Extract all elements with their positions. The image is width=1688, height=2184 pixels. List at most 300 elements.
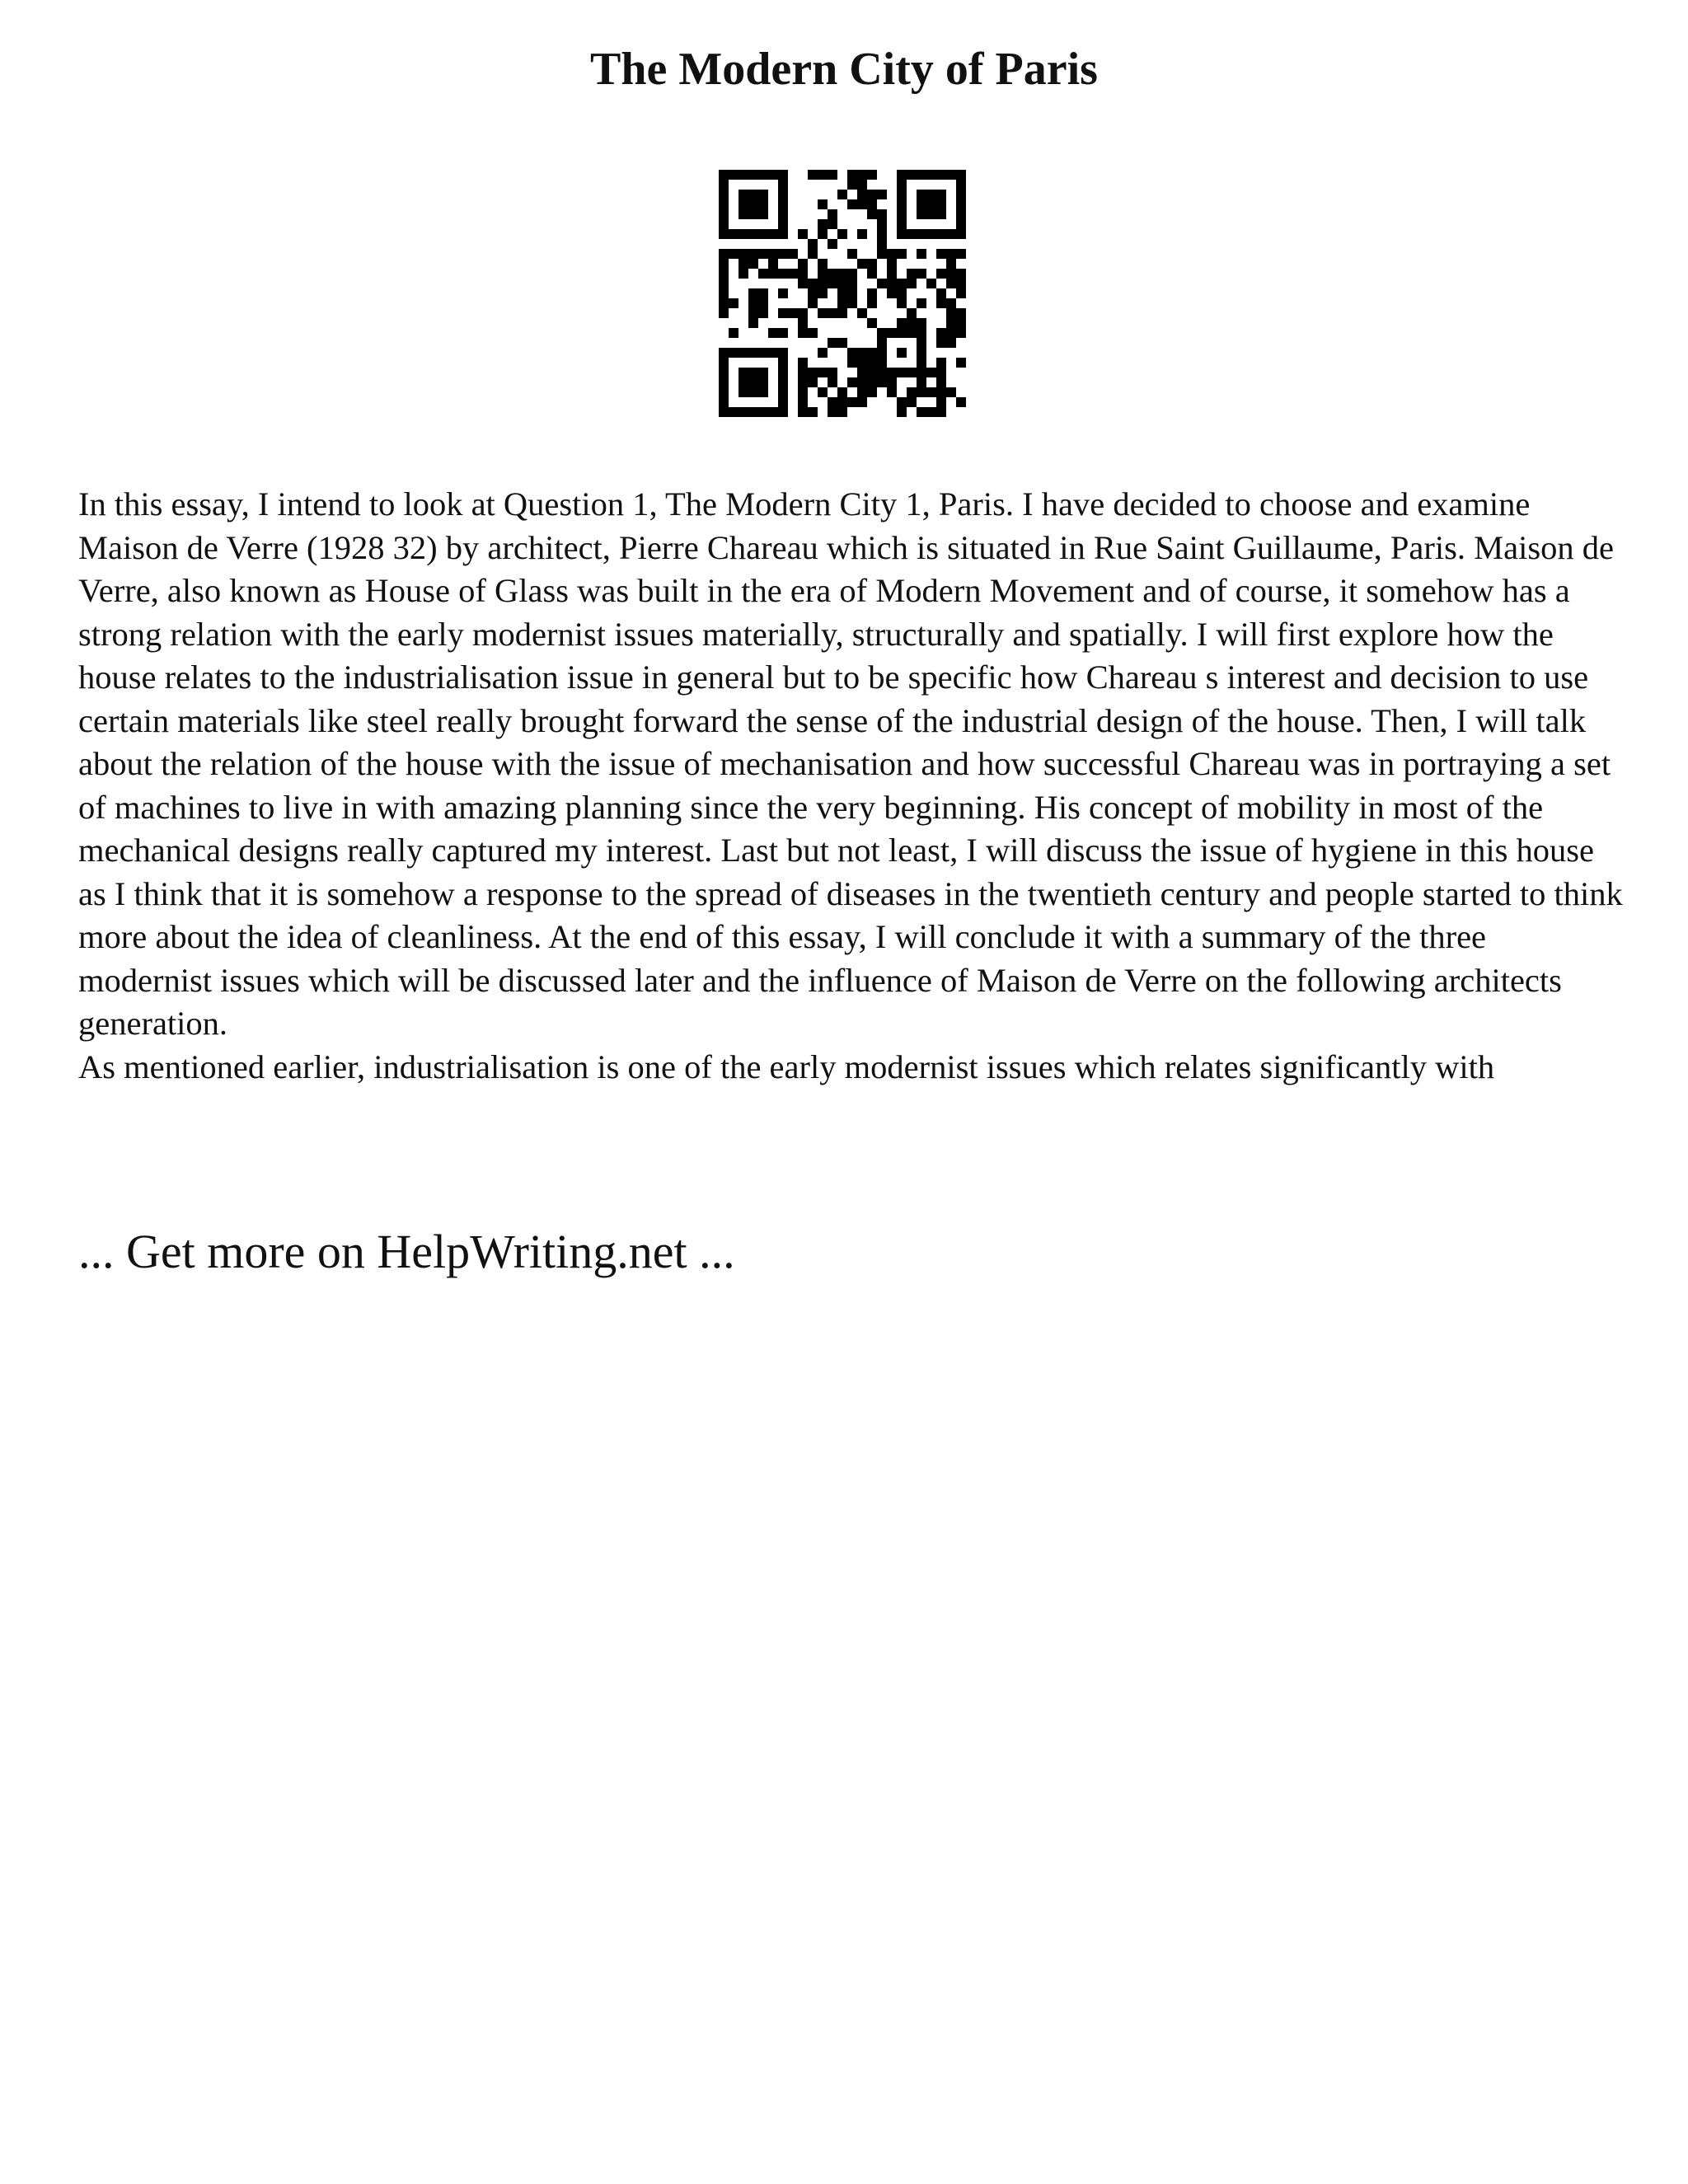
- qr-module: [847, 348, 857, 358]
- qr-module: [936, 387, 946, 397]
- qr-module: [719, 259, 729, 269]
- qr-module: [808, 279, 818, 288]
- qr-module: [719, 377, 729, 387]
- qr-module: [828, 368, 837, 377]
- qr-module: [758, 298, 768, 308]
- qr-module: [847, 269, 857, 279]
- qr-module: [818, 199, 828, 209]
- qr-module: [946, 269, 956, 279]
- qr-module: [818, 288, 828, 298]
- qr-module: [798, 308, 808, 318]
- qr-module: [936, 249, 946, 259]
- qr-module: [936, 407, 946, 417]
- qr-module: [758, 407, 768, 417]
- qr-module: [719, 348, 729, 358]
- qr-module: [748, 298, 758, 308]
- qr-module: [867, 199, 877, 209]
- qr-module: [748, 348, 758, 358]
- qr-module: [738, 190, 748, 199]
- qr-module: [907, 308, 917, 318]
- qr-module: [798, 387, 808, 397]
- qr-module: [798, 358, 808, 368]
- qr-module: [719, 279, 729, 288]
- qr-module: [719, 209, 729, 219]
- qr-module: [837, 407, 847, 417]
- qr-module: [857, 397, 867, 407]
- qr-module: [897, 348, 907, 358]
- qr-module: [877, 190, 887, 199]
- qr-module: [946, 298, 956, 308]
- qr-module: [828, 219, 837, 229]
- qr-module: [907, 387, 917, 397]
- qr-module: [808, 288, 818, 298]
- qr-module: [897, 190, 907, 199]
- qr-module: [748, 170, 758, 180]
- qr-module: [917, 368, 926, 377]
- qr-module: [847, 298, 857, 308]
- qr-module: [897, 170, 907, 180]
- qr-module: [837, 279, 847, 288]
- qr-module: [956, 318, 966, 328]
- qr-module: [857, 368, 867, 377]
- qr-module: [748, 387, 758, 397]
- qr-module: [738, 387, 748, 397]
- qr-module: [818, 229, 828, 239]
- qr-module: [936, 328, 946, 338]
- qr-module: [867, 269, 877, 279]
- qr-module: [758, 199, 768, 209]
- qr-module: [719, 180, 729, 190]
- qr-module: [808, 298, 818, 308]
- qr-module: [887, 368, 897, 377]
- qr-module: [758, 368, 768, 377]
- qr-module: [936, 358, 946, 368]
- qr-module: [748, 229, 758, 239]
- qr-module: [847, 180, 857, 190]
- qr-module: [877, 377, 887, 387]
- qr-module: [758, 308, 768, 318]
- qr-module: [897, 219, 907, 229]
- essay-body: [78, 483, 1628, 1089]
- qr-module: [847, 279, 857, 288]
- qr-module: [917, 190, 926, 199]
- qr-module: [828, 209, 837, 219]
- qr-module: [788, 249, 798, 259]
- qr-module: [956, 279, 966, 288]
- qr-module: [778, 387, 788, 397]
- qr-module: [946, 318, 956, 328]
- qr-module: [857, 199, 867, 209]
- qr-module: [818, 348, 828, 358]
- qr-module: [778, 190, 788, 199]
- qr-module: [926, 387, 936, 397]
- qr-module: [907, 328, 917, 338]
- qr-module: [877, 249, 887, 259]
- qr-module: [719, 190, 729, 199]
- qr-module: [778, 180, 788, 190]
- qr-module: [877, 348, 887, 358]
- qr-module: [778, 377, 788, 387]
- qr-module: [837, 338, 847, 348]
- qr-module: [877, 279, 887, 288]
- qr-module: [956, 358, 966, 368]
- essay-paragraph-second: As mentioned earlier, industrialisation is one of the early modernist issues which relates significantly with: [78, 1047, 1495, 1085]
- qr-module: [867, 288, 877, 298]
- qr-module: [897, 397, 907, 407]
- qr-module: [729, 407, 738, 417]
- qr-module: [818, 219, 828, 229]
- qr-module: [946, 387, 956, 397]
- qr-module: [847, 377, 857, 387]
- qr-module: [798, 259, 808, 269]
- qr-module: [887, 387, 897, 397]
- qr-module: [818, 170, 828, 180]
- qr-module: [907, 170, 917, 180]
- qr-module: [926, 209, 936, 219]
- qr-module: [926, 279, 936, 288]
- qr-module: [729, 298, 738, 308]
- qr-module: [778, 269, 788, 279]
- qr-module: [907, 269, 917, 279]
- qr-module: [897, 288, 907, 298]
- qr-module: [917, 199, 926, 209]
- qr-module: [897, 249, 907, 259]
- qr-module: [887, 377, 897, 387]
- qr-module: [798, 328, 808, 338]
- qr-module: [768, 170, 778, 180]
- qr-module: [926, 407, 936, 417]
- qr-module: [748, 259, 758, 269]
- qr-module: [936, 190, 946, 199]
- qr-module: [897, 180, 907, 190]
- qr-module: [778, 249, 788, 259]
- qr-module: [887, 279, 897, 288]
- qr-module: [729, 249, 738, 259]
- qr-module: [956, 328, 966, 338]
- qr-module: [748, 209, 758, 219]
- qr-module: [818, 279, 828, 288]
- qr-module: [897, 229, 907, 239]
- qr-module: [857, 387, 867, 397]
- qr-module: [758, 348, 768, 358]
- qr-module: [828, 170, 837, 180]
- qr-module: [887, 288, 897, 298]
- qr-module: [738, 269, 748, 279]
- qr-module: [758, 269, 768, 279]
- qr-module: [917, 318, 926, 328]
- qr-module: [808, 170, 818, 180]
- qr-module: [946, 259, 956, 269]
- qr-module: [867, 170, 877, 180]
- qr-module: [956, 219, 966, 229]
- qr-module: [857, 308, 867, 318]
- qr-module: [847, 358, 857, 368]
- qr-module: [798, 229, 808, 239]
- qr-module: [837, 387, 847, 397]
- qr-module: [729, 229, 738, 239]
- qr-module: [917, 338, 926, 348]
- qr-module: [946, 279, 956, 288]
- qr-module: [798, 279, 808, 288]
- qr-module: [917, 249, 926, 259]
- qr-module: [828, 397, 837, 407]
- qr-module: [719, 170, 729, 180]
- qr-module: [719, 397, 729, 407]
- qr-module: [917, 387, 926, 397]
- qr-module: [788, 308, 798, 318]
- qr-module: [798, 377, 808, 387]
- qr-module: [936, 377, 946, 387]
- qr-module: [956, 249, 966, 259]
- qr-module: [778, 407, 788, 417]
- qr-module: [837, 298, 847, 308]
- qr-module: [778, 229, 788, 239]
- qr-code-icon[interactable]: [719, 170, 966, 417]
- qr-module: [778, 397, 788, 407]
- qr-module: [719, 269, 729, 279]
- qr-module: [798, 269, 808, 279]
- qr-module: [837, 397, 847, 407]
- qr-module: [828, 338, 837, 348]
- qr-module: [877, 229, 887, 239]
- qr-module: [818, 259, 828, 269]
- qr-module: [818, 308, 828, 318]
- qr-module: [926, 199, 936, 209]
- qr-module: [936, 288, 946, 298]
- qr-module: [926, 190, 936, 199]
- qr-module: [936, 229, 946, 239]
- qr-module: [897, 328, 907, 338]
- qr-module: [867, 358, 877, 368]
- qr-module: [867, 190, 877, 199]
- qr-module: [926, 229, 936, 239]
- qr-module: [956, 180, 966, 190]
- qr-module: [867, 377, 877, 387]
- qr-module: [719, 298, 729, 308]
- qr-module: [917, 269, 926, 279]
- qr-module: [778, 288, 788, 298]
- qr-module: [897, 279, 907, 288]
- qr-module: [917, 328, 926, 338]
- qr-module: [778, 328, 788, 338]
- qr-module: [748, 318, 758, 328]
- qr-module: [778, 199, 788, 209]
- qr-module: [719, 249, 729, 259]
- essay-paragraph-intro: In this essay, I intend to look at Question 1, The Modern City 1, Paris. I have decided to choose and examine Maison de Verre (1928 32) by architect, Pierre Chareau which is situated in Rue Saint Guillaume, Paris. Maison de Verre, also known as House of Glass was built in the era of Modern Movement and of course, it somehow has a strong relation with the early modernist issues materially, structurally and spatially. I will first explore how the house relates to the industrialisation issue in general but to be specific how Chareau s interest and decision to use certain materials like steel really brought forward the sense of the industrial design of the house. Then, I will talk about the relation of the house with the issue of mechanisation and how successful Chareau was in portraying a set of machines to live in with amazing planning since the very beginning. His concept of mobility in most of the mechanical designs really captured my interest. Last but not least, I will discuss the issue of hygiene in this house as I think that it is somehow a response to the spread of diseases in the twentieth century and people started to think more about the idea of cleanliness. At the end of this essay, I will conclude it with a summary of the three modernist issues which will be discussed later and the influence of Maison de Verre on the following architects generation.: [78, 485, 1623, 1042]
- qr-module: [926, 368, 936, 377]
- qr-module: [877, 239, 887, 249]
- qr-module: [956, 209, 966, 219]
- qr-module: [808, 328, 818, 338]
- qr-module: [768, 269, 778, 279]
- qr-module: [917, 209, 926, 219]
- qr-module: [758, 170, 768, 180]
- qr-module: [768, 249, 778, 259]
- qr-module: [738, 407, 748, 417]
- qr-module: [847, 288, 857, 298]
- qr-module: [748, 249, 758, 259]
- qr-module: [877, 358, 887, 368]
- qr-module: [936, 298, 946, 308]
- qr-module: [847, 170, 857, 180]
- qr-module: [758, 288, 768, 298]
- qr-module: [768, 259, 778, 269]
- qr-module: [857, 190, 867, 199]
- qr-module: [719, 229, 729, 239]
- qr-module: [956, 229, 966, 239]
- qr-module: [867, 259, 877, 269]
- qr-module: [808, 368, 818, 377]
- qr-module: [956, 308, 966, 318]
- page-title: The Modern City of Paris: [590, 44, 1098, 95]
- qr-module: [768, 407, 778, 417]
- qr-module: [828, 279, 837, 288]
- qr-module: [907, 318, 917, 328]
- qr-module: [897, 298, 907, 308]
- qr-module: [867, 387, 877, 397]
- qr-module: [778, 368, 788, 377]
- qr-module: [808, 407, 818, 417]
- qr-module: [857, 348, 867, 358]
- qr-module: [857, 180, 867, 190]
- qr-module: [748, 308, 758, 318]
- qr-module: [917, 298, 926, 308]
- qr-module: [738, 229, 748, 239]
- qr-module: [857, 377, 867, 387]
- qr-module: [828, 269, 837, 279]
- qr-module: [748, 190, 758, 199]
- qr-module: [738, 348, 748, 358]
- qr-module: [818, 269, 828, 279]
- qr-module: [897, 199, 907, 209]
- qr-module: [778, 219, 788, 229]
- qr-module: [877, 368, 887, 377]
- qr-module: [956, 170, 966, 180]
- qr-module: [719, 288, 729, 298]
- qr-module: [778, 358, 788, 368]
- qr-module: [719, 199, 729, 209]
- qr-module: [738, 170, 748, 180]
- qr-module: [828, 308, 837, 318]
- qr-module: [897, 318, 907, 328]
- qr-module: [936, 397, 946, 407]
- qr-module: [956, 269, 966, 279]
- qr-module: [917, 348, 926, 358]
- qr-module: [877, 209, 887, 219]
- qr-module: [877, 338, 887, 348]
- qr-module: [818, 387, 828, 397]
- qr-module: [956, 199, 966, 209]
- qr-module: [847, 249, 857, 259]
- qr-module: [818, 368, 828, 377]
- qr-module: [867, 298, 877, 308]
- qr-module: [857, 229, 867, 239]
- qr-module: [897, 368, 907, 377]
- qr-module: [729, 328, 738, 338]
- qr-module: [936, 338, 946, 348]
- qr-module: [837, 269, 847, 279]
- qr-module: [867, 209, 877, 219]
- qr-module: [857, 259, 867, 269]
- qr-module: [719, 407, 729, 417]
- qr-module: [946, 308, 956, 318]
- qr-module: [837, 308, 847, 318]
- qr-module: [857, 170, 867, 180]
- qr-module: [877, 328, 887, 338]
- qr-module: [837, 288, 847, 298]
- qr-module: [837, 190, 847, 199]
- qr-module: [778, 209, 788, 219]
- qr-module: [719, 387, 729, 397]
- qr-module: [897, 407, 907, 417]
- qr-module: [867, 318, 877, 328]
- qr-module: [738, 259, 748, 269]
- qr-module: [946, 328, 956, 338]
- qr-module: [808, 377, 818, 387]
- qr-module: [719, 358, 729, 368]
- qr-module: [748, 288, 758, 298]
- qr-module: [778, 308, 788, 318]
- qr-module: [798, 368, 808, 377]
- qr-module: [828, 407, 837, 417]
- qr-module: [946, 338, 956, 348]
- qr-module: [798, 397, 808, 407]
- qr-module: [857, 358, 867, 368]
- get-more-link[interactable]: ... Get more on HelpWriting.net ...: [78, 1225, 735, 1278]
- qr-module: [719, 308, 729, 318]
- qr-module: [887, 269, 897, 279]
- qr-module: [738, 199, 748, 209]
- qr-module: [936, 209, 946, 219]
- qr-module: [887, 328, 897, 338]
- qr-module: [778, 348, 788, 358]
- qr-module: [748, 407, 758, 417]
- qr-module: [778, 170, 788, 180]
- qr-module: [887, 249, 897, 259]
- qr-module: [758, 229, 768, 239]
- qr-module: [897, 209, 907, 219]
- qr-module: [758, 387, 768, 397]
- qr-module: [877, 219, 887, 229]
- qr-module: [946, 170, 956, 180]
- qr-module: [847, 199, 857, 209]
- qr-module: [907, 229, 917, 239]
- qr-module: [907, 397, 917, 407]
- qr-module: [828, 377, 837, 387]
- qr-module: [738, 209, 748, 219]
- qr-module: [768, 229, 778, 239]
- qr-module: [887, 259, 897, 269]
- qr-module: [917, 377, 926, 387]
- qr-module: [936, 170, 946, 180]
- qr-module: [798, 407, 808, 417]
- qr-module: [917, 170, 926, 180]
- qr-module: [847, 397, 857, 407]
- qr-module: [808, 239, 818, 249]
- qr-module: [946, 229, 956, 239]
- qr-module: [738, 249, 748, 259]
- qr-module: [788, 269, 798, 279]
- qr-module: [738, 368, 748, 377]
- qr-module: [748, 368, 758, 377]
- qr-module: [917, 229, 926, 239]
- qr-module: [907, 279, 917, 288]
- qr-module: [738, 377, 748, 387]
- qr-module: [867, 368, 877, 377]
- qr-module: [917, 358, 926, 368]
- qr-module: [946, 249, 956, 259]
- qr-module: [837, 229, 847, 239]
